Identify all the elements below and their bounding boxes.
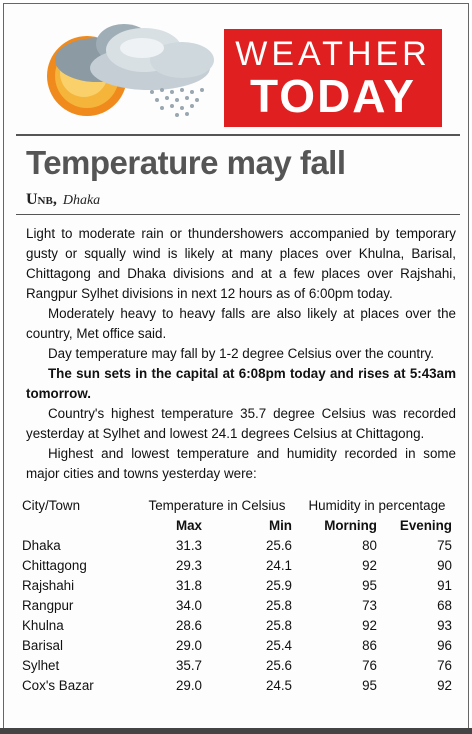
banner-top: WEATHER (235, 35, 431, 73)
cell-morning: 92 (362, 558, 377, 573)
byline (26, 191, 100, 209)
table-row (22, 636, 452, 656)
cell-min: 24.5 (265, 678, 292, 693)
divider (16, 214, 460, 215)
cell-city: Sylhet (22, 658, 60, 673)
table-row (22, 676, 452, 696)
cell-evening: 96 (437, 638, 452, 653)
table-row (22, 536, 452, 556)
table-row (22, 556, 452, 576)
col-city-header: City/Town (22, 498, 81, 513)
col-morning-header: Morning (324, 518, 377, 533)
cell-min: 25.6 (265, 658, 292, 673)
cell-evening: 93 (437, 618, 452, 633)
cell-min: 25.4 (265, 638, 292, 653)
cell-evening: 91 (437, 578, 452, 593)
cell-evening: 90 (437, 558, 452, 573)
headline: Temperature may fall (26, 144, 346, 181)
cell-morning: 92 (362, 618, 377, 633)
cell-morning: 80 (362, 538, 377, 553)
paragraph: Highest and lowest temperature and humidity recorded in some major cities and towns yesterday were: (26, 446, 456, 481)
cell-min: 25.8 (265, 618, 292, 633)
cell-min: 25.9 (265, 578, 292, 593)
cell-city: Barisal (22, 638, 63, 653)
table-row (22, 576, 452, 596)
cell-max: 29.0 (175, 638, 202, 653)
cell-max: 31.8 (175, 578, 202, 593)
cell-morning: 73 (362, 598, 377, 613)
cell-morning: 95 (362, 678, 377, 693)
table-row (22, 656, 452, 676)
cell-min: 25.8 (265, 598, 292, 613)
cell-morning: 95 (362, 578, 377, 593)
paragraph: The sun sets in the capital at 6:08pm today and rises at 5:43am tomorrow. (26, 366, 456, 401)
temperature-group-header: Temperature in Celsius (148, 498, 286, 513)
cell-evening: 92 (437, 678, 452, 693)
cell-max: 29.3 (175, 558, 202, 573)
table-row (22, 596, 452, 616)
cell-city: Khulna (22, 618, 64, 633)
cell-city: Rangpur (22, 598, 74, 613)
byline-place: Dhaka (62, 193, 101, 208)
cell-max: 28.6 (175, 618, 202, 633)
cell-evening: 75 (437, 538, 452, 553)
col-min-header: Min (268, 518, 292, 533)
bottom-border (0, 728, 472, 734)
cell-max: 31.3 (175, 538, 202, 553)
paragraph: Day temperature may fall by 1-2 degree Celsius over the country. (48, 346, 435, 361)
col-max-header: Max (175, 518, 202, 533)
cell-morning: 76 (362, 658, 377, 673)
cell-city: Dhaka (22, 538, 61, 553)
weather-today-banner (224, 29, 442, 127)
article-body (26, 224, 456, 484)
cell-city: Cox's Bazar (22, 678, 94, 693)
cell-city: Rajshahi (22, 578, 75, 593)
cell-min: 25.6 (265, 538, 292, 553)
byline-agency: Unb, (26, 191, 57, 208)
cell-max: 35.7 (175, 658, 202, 673)
col-evening-header: Evening (399, 518, 452, 533)
weather-table (22, 496, 452, 696)
humidity-group-header: Humidity in percentage (308, 498, 446, 513)
banner-bottom: TODAY (250, 70, 416, 122)
cell-evening: 76 (437, 658, 452, 673)
divider (16, 134, 460, 136)
cell-max: 29.0 (175, 678, 202, 693)
table-row (22, 616, 452, 636)
cell-min: 24.1 (265, 558, 292, 573)
paragraph: Light to moderate rain or thundershowers accompanied by temporary gusty or squally wind is likely at many places over Khulna, Barisal, Chittagong and Dhaka divisions and at a few places over Rajshahi, Rangpur Sylhet divisions in next 12 hours as of 6:00pm today. (26, 226, 456, 301)
header (4, 4, 468, 134)
blank-header (22, 516, 122, 536)
sun-cloud-rain-icon (32, 18, 232, 128)
paragraph: Moderately heavy to heavy falls are also likely at places over the country, Met office said. (26, 306, 456, 341)
cell-max: 34.0 (175, 598, 202, 613)
cell-evening: 68 (437, 598, 452, 613)
cell-city: Chittagong (22, 558, 87, 573)
paragraph: Country's highest temperature 35.7 degree Celsius was recorded yesterday at Sylhet and lowest 24.1 degrees Celsius at Chittagong. (26, 406, 456, 441)
cell-morning: 86 (362, 638, 377, 653)
